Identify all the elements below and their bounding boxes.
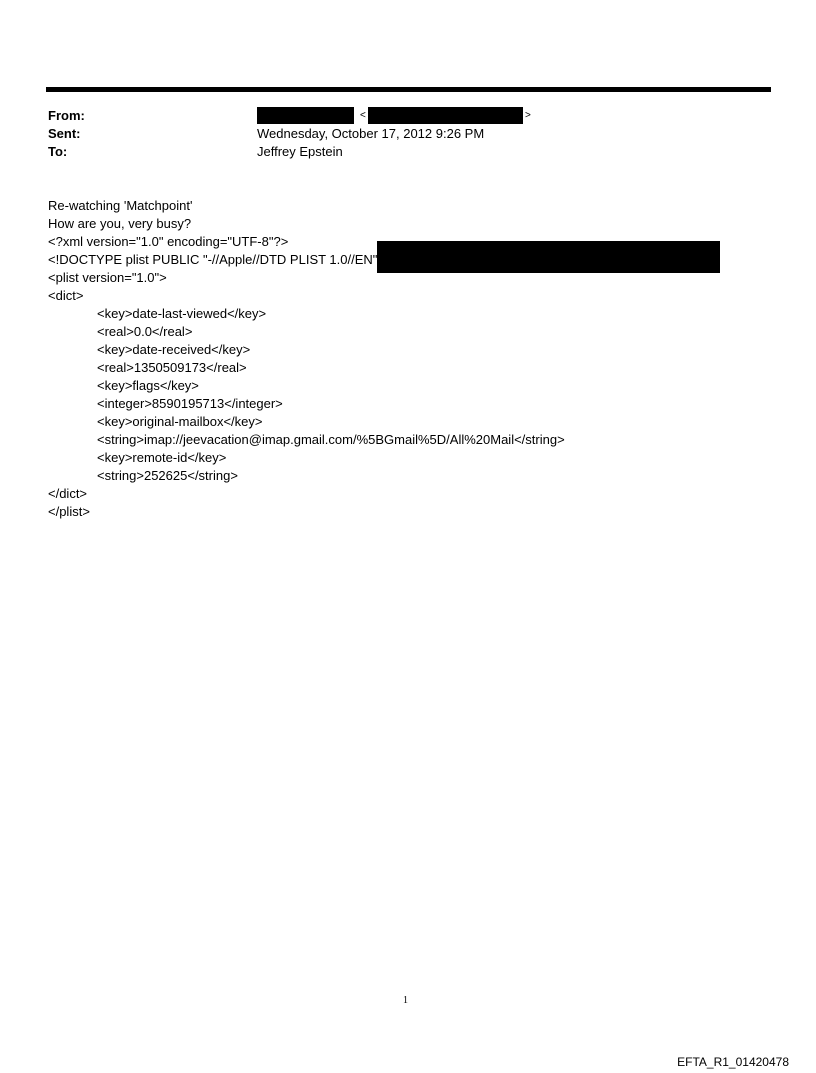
body-line: How are you, very busy?: [48, 216, 192, 231]
body-line: </dict>: [48, 486, 88, 501]
redacted-sender-email: [368, 107, 523, 124]
body-line: <string>imap://jeevacation@imap.gmail.com/%5BGmail%5D/All%20Mail</string>: [97, 432, 565, 447]
body-line: <string>252625</string>: [97, 468, 238, 483]
from-label: From:: [48, 108, 85, 123]
body-line: <real>0.0</real>: [97, 324, 193, 339]
body-line: <dict>: [48, 288, 84, 303]
body-line: <key>remote-id</key>: [97, 450, 227, 465]
sent-value: Wednesday, October 17, 2012 9:26 PM: [257, 126, 485, 141]
page-number: 1: [403, 995, 408, 1006]
body-line: </plist>: [48, 504, 90, 519]
header-rule: [46, 87, 771, 92]
body-line: Re-watching 'Matchpoint': [48, 198, 193, 213]
body-line: <real>1350509173</real>: [97, 360, 247, 375]
from-open-bracket: <: [360, 110, 366, 121]
redacted-sender-name: [257, 107, 354, 124]
body-line: <plist version="1.0">: [48, 270, 167, 285]
from-close-bracket: >: [525, 110, 531, 121]
body-line: <key>original-mailbox</key>: [97, 414, 263, 429]
body-line: <key>flags</key>: [97, 378, 199, 393]
bates-number: EFTA_R1_01420478: [677, 1055, 789, 1069]
body-line: <?xml version="1.0" encoding="UTF-8"?>: [48, 234, 289, 249]
redacted-doctype-url: [377, 241, 720, 273]
to-value: Jeffrey Epstein: [257, 144, 343, 159]
to-label: To:: [48, 144, 68, 159]
body-line: <key>date-received</key>: [97, 342, 251, 357]
sent-label: Sent:: [48, 126, 81, 141]
body-line: <!DOCTYPE plist PUBLIC "-//Apple//DTD PLIST 1.0//EN": [48, 252, 378, 267]
body-line: <key>date-last-viewed</key>: [97, 306, 267, 321]
body-line: <integer>8590195713</integer>: [97, 396, 283, 411]
